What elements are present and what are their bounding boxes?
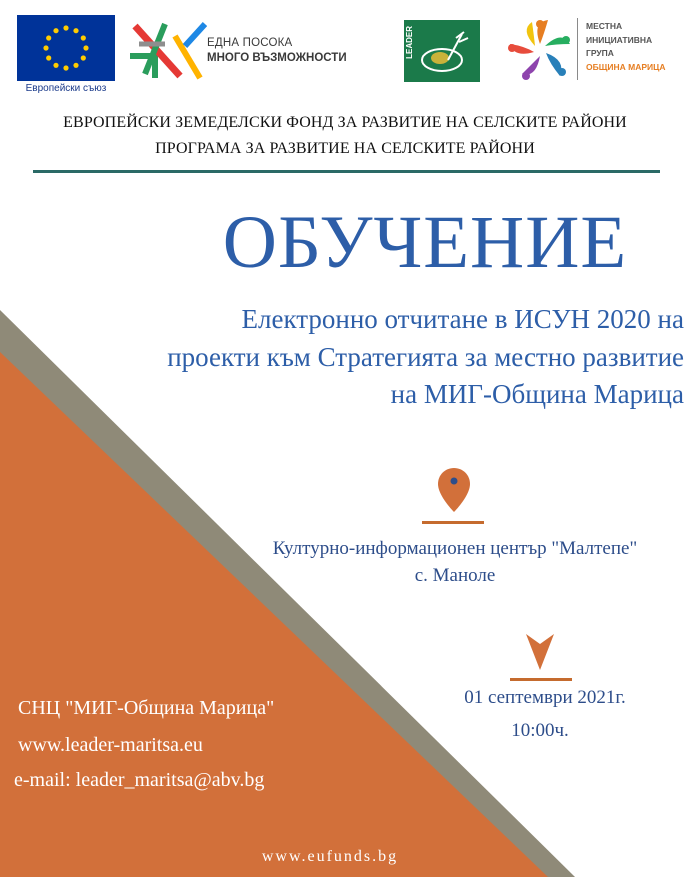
leader-emblem-icon — [404, 20, 480, 82]
mig-line4: ОБЩИНА МАРИЦА — [586, 61, 666, 72]
subtitle-line3: на МИГ-Община Марица — [390, 379, 684, 409]
orange-triangle — [0, 352, 548, 877]
header-rule — [33, 170, 660, 173]
edna-posoka-logo — [125, 16, 380, 82]
arrow-down-icon — [525, 633, 555, 671]
venue-name: Културно-информационен център "Малтепе" — [272, 538, 638, 559]
mig-line2: ИНИЦИАТИВНА — [586, 34, 653, 45]
website-link[interactable]: www.leader-maritsa.eu — [18, 734, 203, 756]
location-divider — [422, 521, 484, 524]
slogan-line2: МНОГО ВЪЗМОЖНОСТИ — [207, 52, 347, 64]
venue-town: с. Маноле — [414, 565, 496, 586]
email-link[interactable]: e-mail: leader_maritsa@abv.bg — [14, 769, 265, 791]
date-divider — [510, 678, 572, 681]
leader-label: LEADER — [405, 26, 414, 59]
page-title: ОБУЧЕНИЕ — [222, 201, 628, 284]
event-time: 10:00ч. — [511, 720, 569, 741]
program-title: ПРОГРАМА ЗА РАЗВИТИЕ НА СЕЛСКИТЕ РАЙОНИ — [155, 140, 535, 157]
eu-logo — [17, 15, 115, 97]
mig-emblem-icon — [500, 16, 580, 84]
mig-separator — [577, 18, 578, 80]
leader-logo — [404, 20, 480, 82]
event-date: 01 септември 2021г. — [464, 687, 626, 708]
subtitle-line1: Електронно отчитане в ИСУН 2020 на — [241, 304, 684, 334]
eu-flag-icon — [17, 15, 115, 81]
slogan-line1: ЕДНА ПОСОКА — [207, 37, 293, 49]
mig-line1: МЕСТНА — [586, 21, 623, 31]
footer-url[interactable]: www.eufunds.bg — [261, 848, 399, 865]
mig-line3: ГРУПА — [586, 48, 614, 58]
eu-caption: Европейски съюз — [25, 83, 107, 94]
fund-title: ЕВРОПЕЙСКИ ЗЕМЕДЕЛСКИ ФОНД ЗА РАЗВИТИЕ НА СЕЛСКИТЕ РАЙОНИ — [63, 114, 627, 131]
mig-logo-text — [586, 20, 665, 74]
map-pin-icon — [437, 467, 471, 513]
edna-posoka-emblem-icon — [125, 16, 207, 82]
organization-name: СНЦ "МИГ-Община Марица" — [18, 697, 275, 719]
subtitle-line2: проекти към Стратегията за местно развитие — [167, 342, 684, 372]
